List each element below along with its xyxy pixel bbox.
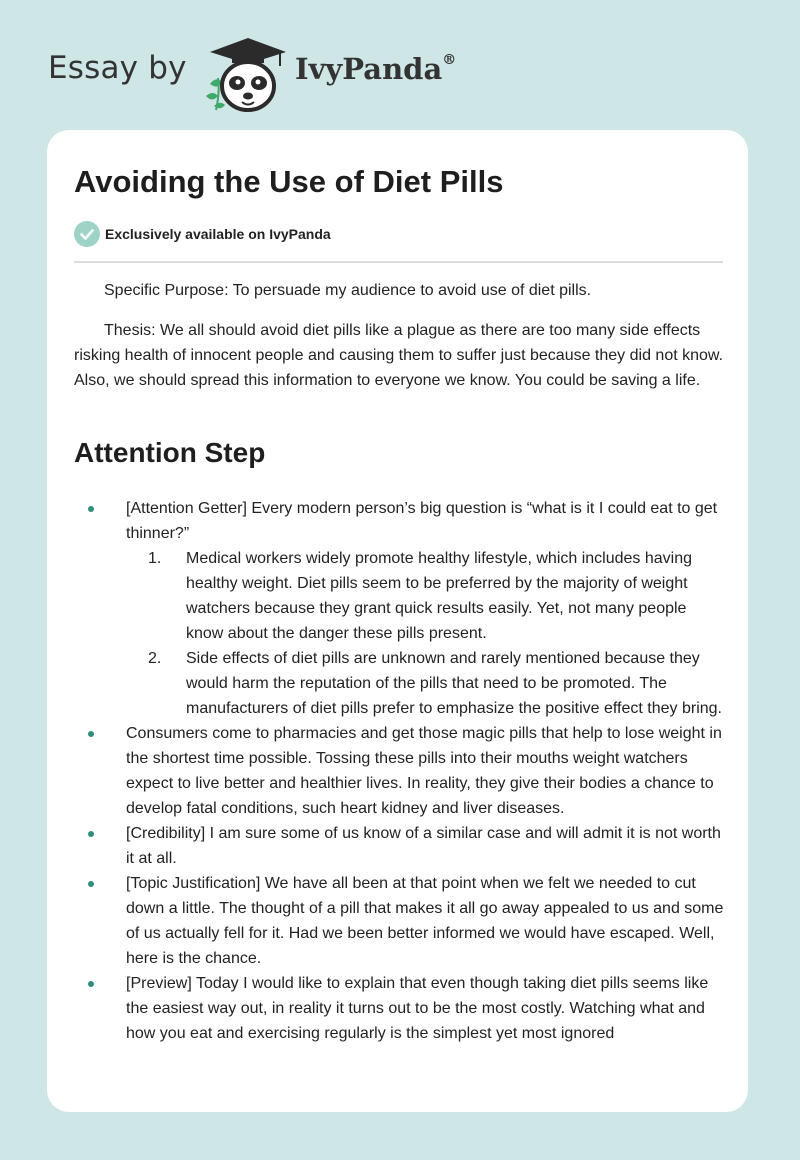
list-item-text: [Credibility] I am sure some of us know of a similar case and will admit it is not worth it at all.	[126, 825, 721, 867]
list-item-text: Consumers come to pharmacies and get those magic pills that help to lose weight in the shortest time possible. Tossing these pills into their mouths weight watchers expect to live better and healthier lives. In reality, they give their bodies a chance to develop fatal conditions, such heart kidney and liver diseases.	[126, 725, 722, 817]
bullet-icon	[88, 506, 94, 512]
list-item	[74, 821, 726, 871]
sub-list-item-text: Side effects of diet pills are unknown and rarely mentioned because they would harm the reputation of the pills that need to be promoted. The manufacturers of diet pills prefer to emphasize the positive effect they bring.	[186, 650, 722, 717]
sub-list-number: 2.	[148, 650, 162, 667]
list-item-text: [Preview] Today I would like to explain that even though taking diet pills seems like the easiest way out, in reality it turns out to be the most costly. Watching what and how you eat and exercising regularly is the simplest yet most ignored	[126, 975, 709, 1042]
essay-card	[47, 130, 748, 1112]
divider	[74, 261, 723, 263]
page-title: Avoiding the Use of Diet Pills	[74, 164, 504, 199]
exclusive-badge	[74, 221, 331, 247]
bullet-icon	[88, 831, 94, 837]
sub-list-item-text: Medical workers widely promote healthy lifestyle, which includes having healthy weight. Diet pills seem to be preferred by the majority of weight watchers because they grant quick results easily. Yet, not many people know about the danger these pills present.	[186, 550, 693, 642]
essay-by-label: Essay by	[48, 50, 187, 86]
thesis-paragraph: Thesis: We all should avoid diet pills like a plague as there are too many side effects risking health of innocent people and causing them to suffer just because they did not know. Also, we should spread this information to everyone we know. You could be saving a life.	[74, 322, 724, 389]
bullet-icon	[88, 881, 94, 887]
attention-step-list	[74, 496, 726, 1046]
intro-text	[74, 278, 726, 393]
bullet-icon	[88, 981, 94, 987]
panda-logo-icon[interactable]	[200, 36, 296, 114]
section-heading: Attention Step	[74, 437, 266, 468]
list-item-text: [Attention Getter] Every modern person’s big question is “what is it I could eat to get thinner?”	[126, 500, 718, 542]
specific-purpose-paragraph: Specific Purpose: To persuade my audience to avoid use of diet pills.	[104, 282, 592, 299]
list-item	[74, 971, 726, 1046]
exclusive-badge-text: Exclusively available on IvyPanda	[105, 226, 331, 242]
sub-list	[126, 546, 726, 721]
sub-list-number: 1.	[148, 550, 162, 567]
list-item-text: [Topic Justification] We have all been at that point when we felt we needed to cut down a little. The thought of a pill that makes it all go away appealed to us and some of us actually fell for it. Had we been better informed we would have escaped. Well, here is the chance.	[126, 875, 724, 967]
sub-list-item	[126, 646, 726, 721]
site-header	[48, 34, 548, 114]
bullet-icon	[88, 731, 94, 737]
check-circle-icon	[74, 221, 100, 247]
sub-list-item	[126, 546, 726, 646]
list-item	[74, 496, 726, 721]
list-item	[74, 871, 726, 971]
list-item	[74, 721, 726, 821]
brand-name: IvyPanda®	[295, 52, 457, 86]
